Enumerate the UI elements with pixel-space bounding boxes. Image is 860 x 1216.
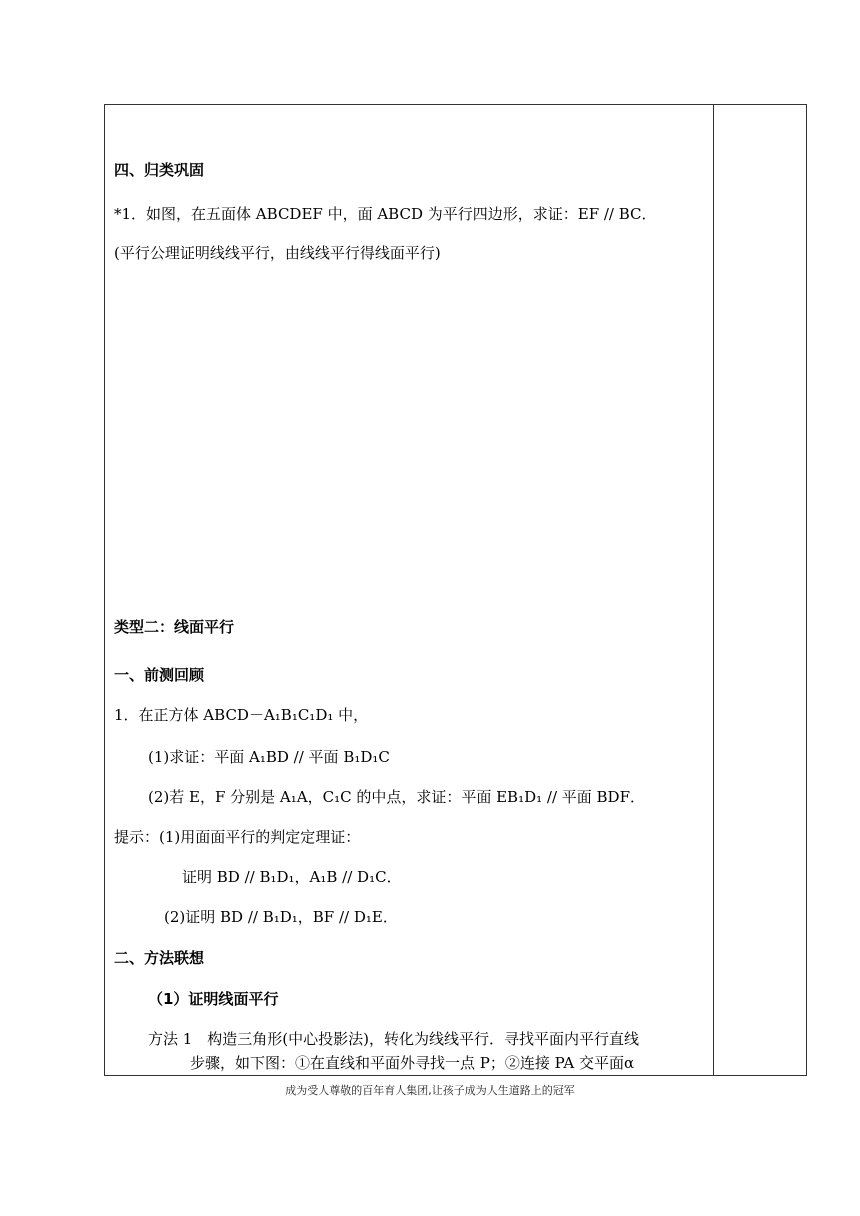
page-footer: 成为受人尊敬的百年育人集团,让孩子成为人生道路上的冠军 xyxy=(285,1084,575,1097)
problem-1-line-2: (平行公理证明线线平行，由线线平行得线面平行) xyxy=(114,244,441,262)
question-1-part-1: (1)求证：平面 A₁BD // 平面 B₁D₁C xyxy=(148,748,390,766)
hint-step-1: 证明 BD // B₁D₁，A₁B // D₁C． xyxy=(182,868,402,886)
problem-1-line-1: *1．如图，在五面体 ABCDEF 中，面 ABCD 为平行四边形，求证：EF // BC． xyxy=(114,205,657,223)
section-title-consolidate: 四、归类巩固 xyxy=(114,161,205,179)
hint-line: 提示：(1)用面面平行的判定定理证： xyxy=(114,828,361,846)
method-subtitle: （1）证明线面平行 xyxy=(148,990,279,1008)
method-1-line-2: 步骤，如下图：①在直线和平面外寻找一点 P；②连接 PA 交平面α xyxy=(190,1054,635,1072)
question-1-part-2: (2)若 E，F 分别是 A₁A，C₁C 的中点，求证：平面 EB₁D₁ // 平面 BDF． xyxy=(148,788,645,806)
table-column-divider xyxy=(713,104,714,1076)
hint-step-2: (2)证明 BD // B₁D₁，BF // D₁E． xyxy=(164,908,398,926)
section-title-review: 一、前测回顾 xyxy=(114,666,205,684)
type-2-title: 类型二：线面平行 xyxy=(114,618,235,636)
method-1-line-1: 方法 1 构造三角形(中心投影法)，转化为线线平行．寻找平面内平行直线 xyxy=(148,1030,640,1048)
question-1-stem: 1．在正方体 ABCD－A₁B₁C₁D₁ 中， xyxy=(114,706,369,724)
section-title-methods: 二、方法联想 xyxy=(114,949,205,967)
